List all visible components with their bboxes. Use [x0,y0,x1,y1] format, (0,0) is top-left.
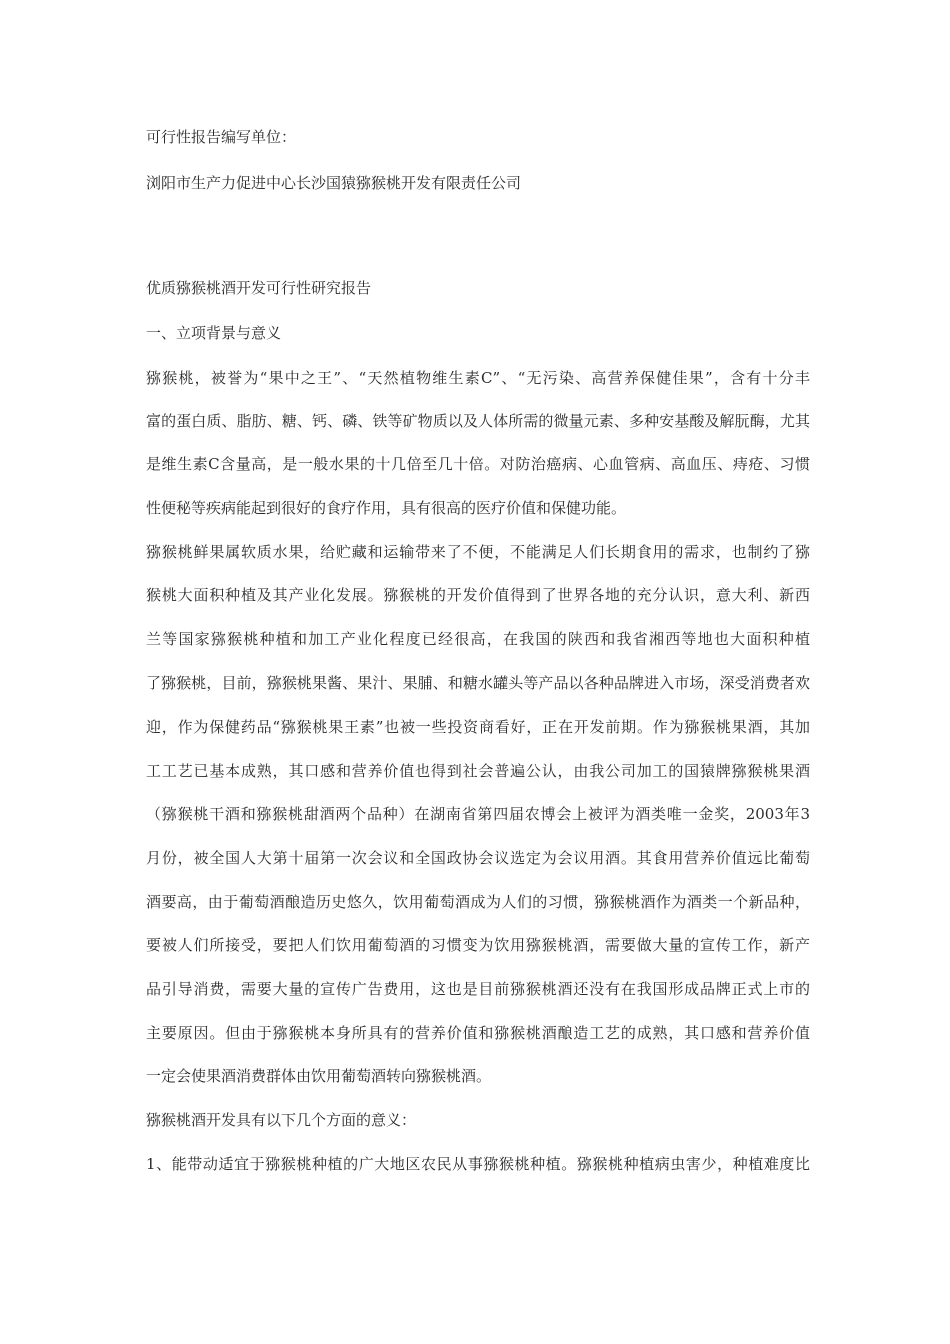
paragraph-line: 猕猴桃，被誉为“果中之王”、“天然植物维生素C”、“无污染、高营养保健佳果”，含有十分丰 [146,369,810,387]
paragraph-line: 工工艺已基本成熟，其口感和营养价值也得到社会普遍公认，由我公司加工的国猿牌猕猴桃果酒 [146,762,810,780]
paragraph-line: 猴桃大面积种植及其产业化发展。猕猴桃的开发价值得到了世界各地的充分认识，意大利、新西 [146,586,810,604]
paragraph-line: 富的蛋白质、脂肪、糖、钙、磷、铁等矿物质以及人体所需的微量元素、多种安基酸及解朊酶，尤其 [146,412,810,430]
paragraph-3: 猕猴桃酒开发具有以下几个方面的意义： [146,1111,417,1129]
paragraph-line: 了猕猴桃，目前，猕猴桃果酱、果汁、果脯、和糖水罐头等产品以各种品牌进入市场，深受消费者欢 [146,674,810,692]
paragraph-line: 主要原因。但由于猕猴桃本身所具有的营养价值和猕猴桃酒酿造工艺的成熟，其口感和营养价值 [146,1024,810,1042]
paragraph-line: 一定会使果酒消费群体由饮用葡萄酒转向猕猴桃酒。 [146,1067,492,1085]
unit-label: 可行性报告编写单位： [146,128,297,146]
paragraph-line: 月份，被全国人大第十届第一次会议和全国政协会议选定为会议用酒。其食用营养价值远比葡萄 [146,849,810,867]
paragraph-line: （猕猴桃干酒和猕猴桃甜酒两个品种）在湖南省第四届农博会上被评为酒类唯一金奖，2003年3 [146,805,810,823]
paragraph-line: 猕猴桃鲜果属软质水果，给贮藏和运输带来了不便，不能满足人们长期食用的需求，也制约了猕 [146,543,810,561]
unit-names: 浏阳市生产力促进中心长沙国猿猕猴桃开发有限责任公司 [146,174,522,192]
paragraph-line: 品引导消费，需要大量的宣传广告费用，这也是目前猕猴桃酒还没有在我国形成品牌正式上市的 [146,980,810,998]
paragraph-line: 要被人们所接受，要把人们饮用葡萄酒的习惯变为饮用猕猴桃酒，需要做大量的宣传工作，新产 [146,936,810,954]
section1-heading: 一、立项背景与意义 [146,324,282,342]
report-title: 优质猕猴桃酒开发可行性研究报告 [146,279,372,297]
list-item-1: 1、能带动适宜于猕猴桃种植的广大地区农民从事猕猴桃种植。猕猴桃种植病虫害少，种植难度比 [146,1155,810,1173]
paragraph-line: 是维生素C含量高，是一般水果的十几倍至几十倍。对防治癌病、心血管病、高血压、痔疮、习惯 [146,455,810,473]
paragraph-line: 迎，作为保健药品“猕猴桃果王素”也被一些投资商看好，正在开发前期。作为猕猴桃果酒，其加 [146,718,810,736]
paragraph-line: 性便秘等疾病能起到很好的食疗作用，具有很高的医疗价值和保健功能。 [146,499,627,517]
paragraph-line: 兰等国家猕猴桃种植和加工产业化程度已经很高，在我国的陕西和我省湘西等地也大面积种植 [146,630,810,648]
paragraph-line: 酒要高，由于葡萄酒酿造历史悠久，饮用葡萄酒成为人们的习惯，猕猴桃酒作为酒类一个新品种， [146,893,810,911]
